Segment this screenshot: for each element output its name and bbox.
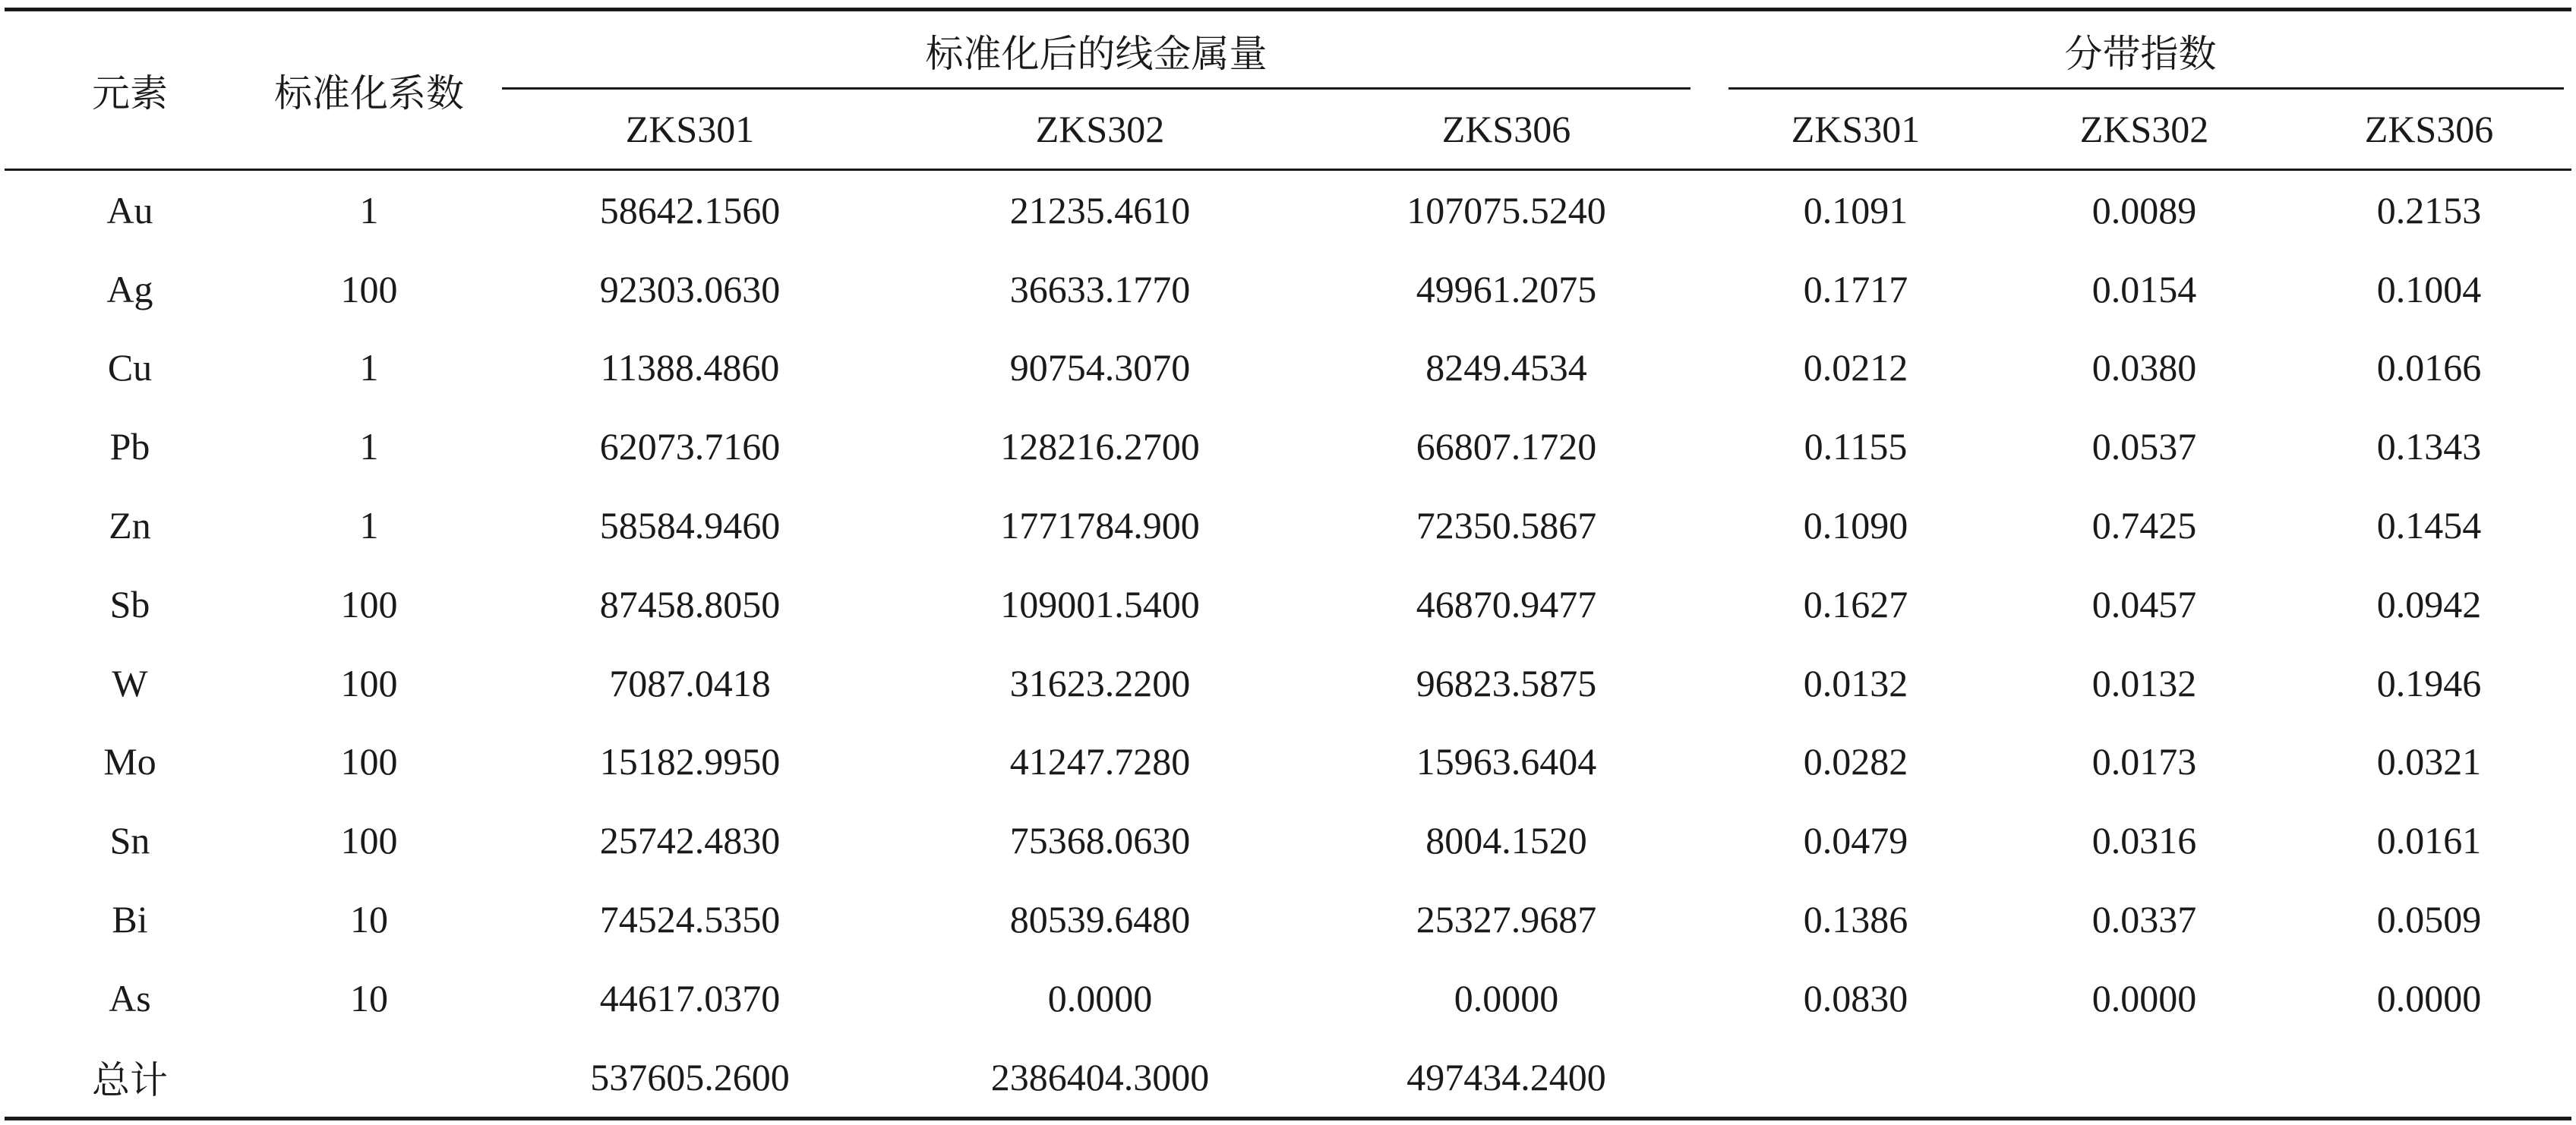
cell-normalized-1: 62073.7160: [599, 425, 781, 468]
cell-zoning-3: 0.0321: [2376, 740, 2482, 783]
cell-zoning-2: 0.0154: [2091, 267, 2197, 310]
total-row: [5, 1038, 2571, 1118]
cell-zoning-3: 0.2153: [2376, 188, 2482, 232]
cell-zoning-1: 0.1155: [1804, 425, 1908, 468]
header-zoning-hole-1: ZKS301: [1791, 108, 1921, 150]
total-normalized-2: 2386404.3000: [990, 1055, 1210, 1098]
cell-element: Pb: [109, 425, 150, 468]
cell-normalized-3: 25327.9687: [1416, 898, 1597, 941]
cell-normalized-1: 74524.5350: [599, 898, 781, 941]
cell-coefficient: 100: [340, 740, 398, 783]
cell-zoning-3: 0.0161: [2376, 819, 2482, 862]
cell-zoning-2: 0.0380: [2091, 346, 2197, 389]
cell-zoning-2: 0.0337: [2091, 898, 2197, 941]
cell-normalized-2: 31623.2200: [1009, 661, 1191, 704]
cell-zoning-3: 0.1343: [2376, 425, 2482, 468]
cell-normalized-3: 72350.5867: [1416, 504, 1597, 547]
cell-normalized-1: 92303.0630: [599, 267, 781, 310]
cell-zoning-3: 0.0000: [2376, 976, 2482, 1019]
data-table-container: [5, 8, 2571, 1120]
header-normalized-group: 标准化后的线金属量: [483, 10, 1709, 90]
cell-zoning-1: 0.1386: [1803, 898, 1908, 941]
cell-element: Bi: [112, 898, 148, 941]
cell-zoning-1: 0.0830: [1803, 976, 1908, 1019]
cell-element: Sb: [109, 582, 150, 626]
cell-coefficient: 100: [340, 661, 398, 704]
cell-normalized-3: 8249.4534: [1425, 346, 1587, 389]
cell-zoning-1: 0.1717: [1803, 267, 1908, 310]
cell-zoning-1: 0.0479: [1803, 819, 1908, 862]
cell-coefficient: 100: [340, 267, 398, 310]
table-row: [5, 170, 2571, 250]
cell-normalized-2: 128216.2700: [1000, 425, 1200, 468]
cell-coefficient: 1: [359, 425, 379, 468]
cell-normalized-1: 58642.1560: [599, 188, 781, 232]
cell-zoning-3: 0.1454: [2376, 504, 2482, 547]
cell-normalized-2: 36633.1770: [1009, 267, 1191, 310]
table-row: [5, 801, 2571, 880]
table-row: [5, 565, 2571, 644]
cell-normalized-1: 25742.4830: [599, 819, 781, 862]
cell-element: Zn: [109, 504, 151, 547]
total-zoning-1: [1709, 1038, 2002, 1118]
table-row: [5, 723, 2571, 802]
cell-normalized-1: 7087.0418: [609, 661, 771, 704]
header-element: 元素: [5, 10, 255, 170]
cell-zoning-2: 0.0537: [2091, 425, 2197, 468]
cell-normalized-2: 41247.7280: [1009, 740, 1191, 783]
cell-zoning-3: 0.1946: [2376, 661, 2482, 704]
cell-coefficient: 1: [359, 346, 379, 389]
total-label: 总计: [92, 1057, 168, 1102]
cell-normalized-3: 107075.5240: [1406, 188, 1606, 232]
cell-normalized-1: 15182.9950: [599, 740, 781, 783]
cell-coefficient: 1: [359, 188, 379, 232]
cell-normalized-2: 21235.4610: [1009, 188, 1191, 232]
cell-zoning-1: 0.1090: [1803, 504, 1908, 547]
cell-normalized-2: 80539.6480: [1009, 898, 1191, 941]
total-normalized-3: 497434.2400: [1406, 1055, 1606, 1098]
cell-zoning-2: 0.0089: [2091, 188, 2197, 232]
cell-normalized-3: 15963.6404: [1416, 740, 1597, 783]
cell-normalized-2: 75368.0630: [1009, 819, 1191, 862]
cell-coefficient: 100: [340, 582, 398, 626]
cell-zoning-1: 0.0132: [1803, 661, 1908, 704]
table-row: [5, 644, 2571, 723]
header-zoning-group: 分带指数: [1709, 10, 2571, 90]
cell-normalized-2: 90754.3070: [1009, 346, 1191, 389]
total-zoning-3: [2287, 1038, 2571, 1118]
header-normalized-hole-3: ZKS306: [1441, 108, 1571, 150]
header-zoning-hole-2: ZKS302: [2079, 108, 2209, 150]
cell-coefficient: 10: [350, 898, 388, 941]
cell-normalized-1: 11388.4860: [600, 346, 780, 389]
cell-zoning-2: 0.0132: [2091, 661, 2197, 704]
cell-zoning-3: 0.0166: [2376, 346, 2482, 389]
cell-zoning-2: 0.7425: [2091, 504, 2197, 547]
cell-normalized-3: 96823.5875: [1416, 661, 1597, 704]
cell-normalized-3: 49961.2075: [1416, 267, 1597, 310]
element-zoning-table: [5, 8, 2571, 1120]
cell-zoning-3: 0.0509: [2376, 898, 2482, 941]
cell-coefficient: 1: [359, 504, 379, 547]
cell-zoning-3: 0.1004: [2376, 267, 2482, 310]
total-coefficient: [255, 1038, 483, 1118]
total-normalized-1: 537605.2600: [590, 1055, 790, 1098]
cell-coefficient: 100: [340, 819, 398, 862]
cell-element: As: [109, 976, 151, 1019]
cell-normalized-3: 66807.1720: [1416, 425, 1597, 468]
header-zoning-hole-3: ZKS306: [2364, 108, 2494, 150]
cell-normalized-3: 46870.9477: [1416, 582, 1597, 626]
cell-zoning-2: 0.0457: [2091, 582, 2197, 626]
cell-zoning-1: 0.0282: [1803, 740, 1908, 783]
cell-normalized-2: 1771784.900: [1000, 504, 1200, 547]
cell-element: W: [112, 661, 148, 704]
cell-element: Mo: [103, 740, 156, 783]
cell-normalized-1: 58584.9460: [599, 504, 781, 547]
header-normalized-hole-2: ZKS302: [1035, 108, 1165, 150]
table-row: [5, 329, 2571, 408]
cell-zoning-2: 0.0000: [2091, 976, 2197, 1019]
cell-zoning-2: 0.0173: [2091, 740, 2197, 783]
table-row: [5, 880, 2571, 959]
cell-element: Au: [106, 188, 153, 232]
cell-zoning-1: 0.1627: [1803, 582, 1908, 626]
cell-element: Cu: [107, 346, 153, 389]
cell-element: Sn: [109, 819, 150, 862]
total-zoning-2: [2002, 1038, 2287, 1118]
header-coefficient: 标准化系数: [255, 10, 483, 170]
cell-normalized-3: 8004.1520: [1425, 819, 1587, 862]
header-normalized-hole-1: ZKS301: [625, 108, 755, 150]
table-row: [5, 486, 2571, 565]
cell-element: Ag: [106, 267, 153, 310]
cell-normalized-1: 44617.0370: [599, 976, 781, 1019]
cell-normalized-2: 109001.5400: [1000, 582, 1200, 626]
table-row: [5, 407, 2571, 486]
cell-normalized-1: 87458.8050: [599, 582, 781, 626]
cell-normalized-3: 0.0000: [1454, 976, 1559, 1019]
cell-zoning-2: 0.0316: [2091, 819, 2197, 862]
table-row: [5, 250, 2571, 329]
cell-zoning-3: 0.0942: [2376, 582, 2482, 626]
header-row-group: [5, 10, 2571, 90]
cell-coefficient: 10: [350, 976, 388, 1019]
cell-zoning-1: 0.0212: [1803, 346, 1908, 389]
cell-normalized-2: 0.0000: [1047, 976, 1153, 1019]
cell-zoning-1: 0.1091: [1803, 188, 1908, 232]
table-row: [5, 959, 2571, 1038]
